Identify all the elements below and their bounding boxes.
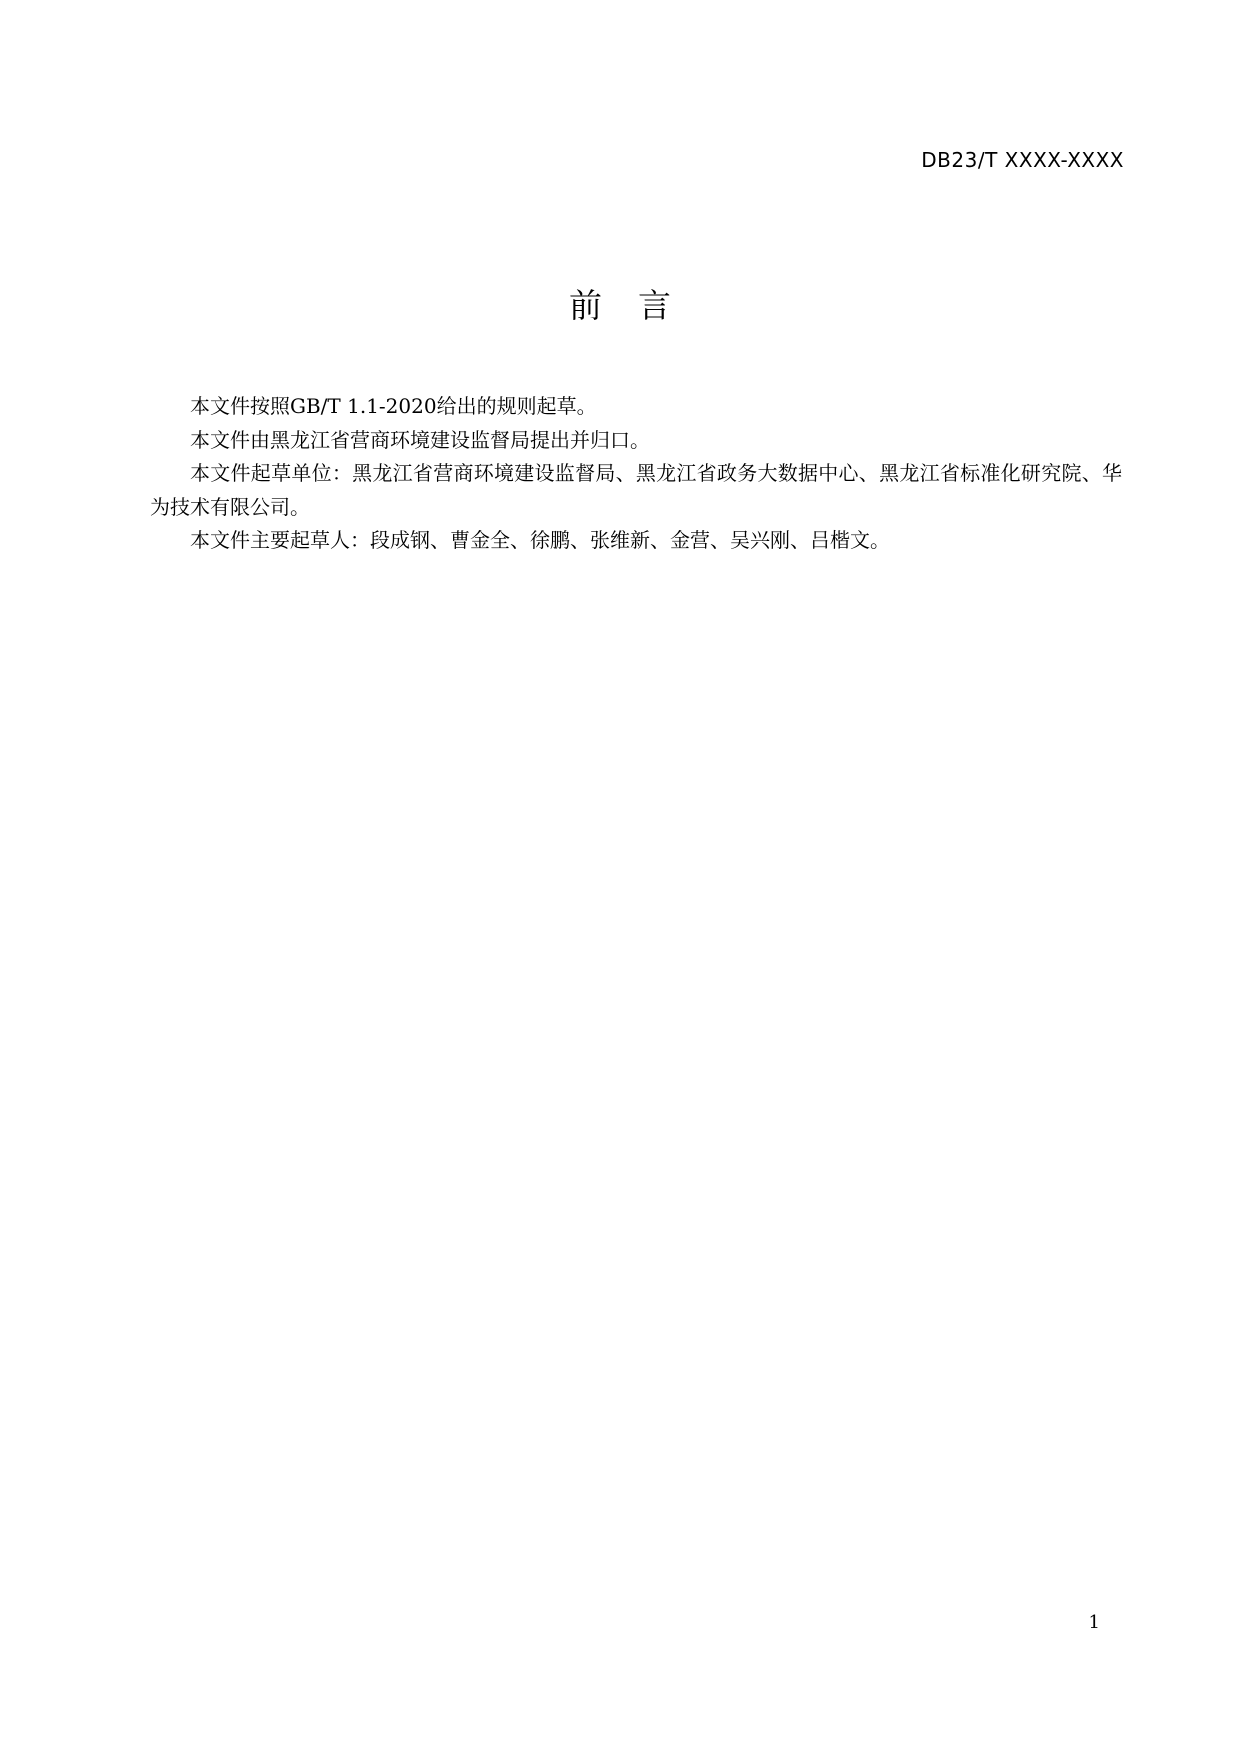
page-number: 1 [1088, 1612, 1100, 1633]
foreword-body [150, 390, 1122, 558]
page-title: 前言 [569, 286, 707, 325]
foreword-paragraph: 本文件按照GB/T 1.1-2020给出的规则起草。 [190, 394, 597, 418]
document-code: DB23/T XXXX-XXXX [921, 148, 1124, 172]
foreword-paragraph: 本文件由黑龙江省营商环境建设监督局提出并归口。 [190, 427, 650, 452]
foreword-paragraph: 本文件起草单位：黑龙江省营商环境建设监督局、黑龙江省政务大数据中心、黑龙江省标准化研究院、华为技术有限公司。 [150, 461, 1122, 519]
foreword-paragraph: 本文件主要起草人：段成钢、曹金全、徐鹏、张维新、金营、吴兴刚、吕楷文。 [190, 528, 890, 552]
